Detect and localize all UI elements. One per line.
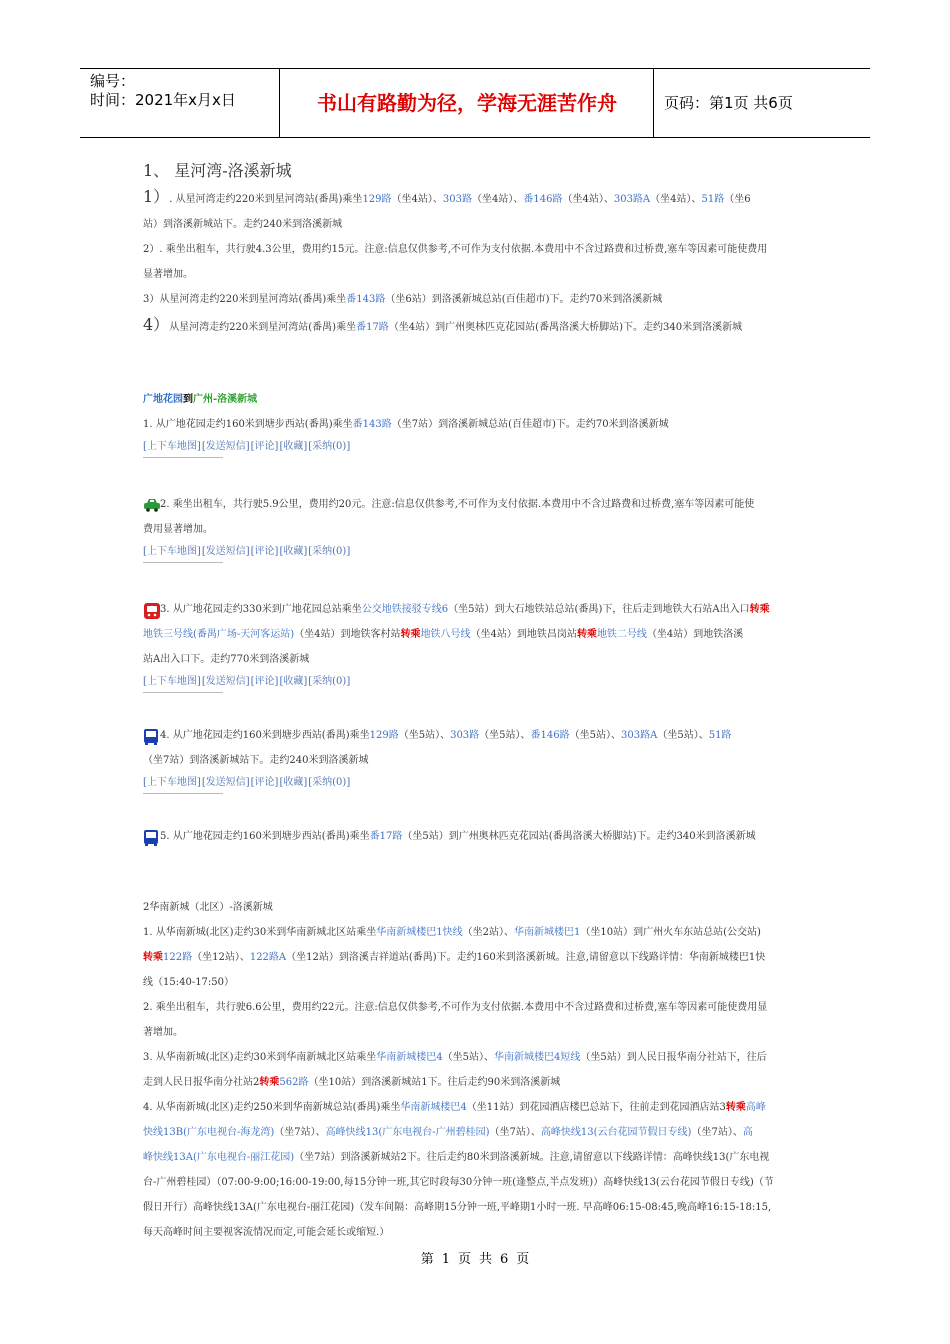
route-item [143, 945, 813, 970]
route-item [143, 920, 813, 945]
map-link[interactable]: [上下车地图] [143, 777, 201, 788]
route-text: （坐7站）、 [691, 1127, 743, 1138]
favorite-link[interactable]: [收藏] [279, 546, 308, 557]
map-link[interactable]: [上下车地图] [143, 546, 201, 557]
section-title: 2华南新城（北区）-洛溪新城 [143, 902, 273, 913]
bus-line-link[interactable]: 峰快线13A(广东电视台-丽江花园) [143, 1152, 295, 1163]
route-text: 线（15:40-17:50） [143, 977, 235, 988]
route-text: （坐4站）到地铁洛溪 [646, 629, 744, 640]
bus-icon [143, 829, 159, 845]
route-text: （坐5站）、 [569, 730, 622, 741]
route-text: 显著增加。 [143, 269, 193, 280]
document-body [143, 158, 813, 1245]
route-text: 每天高峰时间主要视客流情况而定,可能会延长或缩短.） [143, 1227, 390, 1238]
action-links [143, 773, 813, 793]
route-text: 3）从星河湾走约220米到星河湾站(番禺)乘坐 [143, 294, 347, 305]
adopt-link[interactable]: [采纳(0)] [308, 777, 351, 788]
transfer-label: 转乘 [749, 604, 770, 615]
route-text: （坐4站）到广州奥林匹克花园站(番禺洛溪大桥脚站)下。走约340米到洛溪新城 [388, 322, 743, 333]
bus-line-link[interactable]: 华南新城楼巴4 [376, 1052, 443, 1063]
route-text: 台-广州碧桂园）（07:00-9:00;16:00-19:00,每15分钟一班,其它时段每30分钟一班(逢整点,半点发班)）高峰快线13(云台花园节假日专线)（节 [143, 1177, 774, 1188]
footer-page-number: 1 [441, 1252, 450, 1267]
route-text: 从星河湾走约220米到星河湾站(番禺)乘坐 [169, 322, 357, 333]
route-text: （坐5站）、 [398, 730, 451, 741]
route-text: （坐7站）到洛溪新城站下。走约240米到洛溪新城 [143, 755, 369, 766]
route-text: （坐12站）到洛溪吉祥道站(番禺)下。走约160米到洛溪新城。注意,请留意以下线路详情：华南新城楼巴1快 [286, 952, 766, 963]
bus-line-link[interactable]: 129路 [369, 730, 399, 741]
route-item [143, 287, 813, 312]
route-text: 2. 乘坐出租车，共行驶5.9公里，费用约20元。注意:信息仅供参考,不可作为支付依据.本费用中不含过路费和过桥费,塞车等因素可能使 [160, 499, 755, 510]
route-text: （坐5站）、 [442, 1052, 494, 1063]
footer-text: 页 [516, 1252, 530, 1267]
route-item [143, 412, 813, 437]
adopt-link[interactable]: [采纳(0)] [308, 676, 351, 687]
taxi-icon [143, 497, 159, 513]
bus-line-link[interactable]: 高峰快线13(云台花园节假日专线) [540, 1127, 692, 1138]
route-item: 2. 乘坐出租车，共行驶6.6公里，费用约22元。注意:信息仅供参考,不可作为支付依据.本费用中不含过路费和过桥费,塞车等因素可能使费用显 [143, 1002, 768, 1013]
route-text: . 从星河湾走约220米到星河湾站(番禺)乘坐 [169, 194, 363, 205]
route-text: （坐5站）、 [657, 730, 709, 741]
route-item [143, 723, 813, 748]
bus-icon [143, 728, 159, 744]
map-link[interactable]: [上下车地图] [143, 441, 201, 452]
comment-link[interactable]: [评论] [250, 546, 279, 557]
action-links [143, 437, 813, 457]
route-item [143, 824, 813, 849]
route-text: （坐6站）到洛溪新城总站(百佳超市)下。走约70米到洛溪新城 [385, 294, 663, 305]
adopt-link[interactable]: [采纳(0)] [308, 546, 351, 557]
comment-link[interactable]: [评论] [250, 441, 279, 452]
route-text: （坐7站）到洛溪新城总站(百佳超市)下。走约70米到洛溪新城 [391, 419, 669, 430]
route-text: （坐4站）、 [472, 194, 524, 205]
action-links [143, 672, 813, 692]
route-text: （坐4站）、 [562, 194, 614, 205]
route-text: 4. 从华南新城(北区)走约250米到华南新城总站(番禺)乘坐 [143, 1102, 401, 1113]
transfer-label: 转乘 [576, 629, 597, 640]
route-text: 站）到洛溪新城站下。走约240米到洛溪新城 [143, 219, 343, 230]
route-text: （坐10站）到洛溪新城站1下。往后走约90米到洛溪新城 [308, 1077, 561, 1088]
action-links [143, 542, 813, 562]
item-number: 1） [143, 187, 170, 206]
route-text: （坐5站）、 [479, 730, 531, 741]
route-item [143, 492, 813, 517]
bus-line-link[interactable]: 303路 [450, 730, 480, 741]
route-text: 费用显著增加。 [143, 524, 213, 535]
bus-line-link[interactable]: 华南新城楼巴4短线 [494, 1052, 581, 1063]
route-text: 1. 从华南新城(北区)走约30米到华南新城北区站乘坐 [143, 927, 377, 938]
route-text: （坐4站）到地铁客村站 [294, 629, 401, 640]
bus-line-link[interactable]: 303路A [621, 730, 658, 741]
footer-text: 第 [420, 1252, 434, 1267]
route-text: （坐4站）、 [391, 194, 443, 205]
route-item [143, 622, 813, 647]
favorite-link[interactable]: [收藏] [279, 777, 308, 788]
route-text: 5. 从广地花园走约160米到塘步西站(番禺)乘坐 [160, 831, 370, 842]
route-text: （坐5站）到大石地铁站总站(番禺)下，往后走到地铁大石站A出入口 [448, 604, 750, 615]
bus-line-link[interactable]: 129路 [362, 194, 392, 205]
metro-line-link[interactable]: 地铁八号线 [420, 629, 471, 640]
favorite-link[interactable]: [收藏] [279, 441, 308, 452]
route-text: （坐4站）、 [650, 194, 702, 205]
sms-link[interactable]: [发送短信] [201, 441, 250, 452]
map-link[interactable]: [上下车地图] [143, 676, 201, 687]
metro-line-link[interactable]: 地铁三号线(番禺广场-天河客运站) [143, 629, 295, 640]
metro-line-link[interactable]: 地铁二号线 [596, 629, 647, 640]
route-text: （坐7站）到洛溪新城站2下。往后走约80米到洛溪新城。注意,请留意以下线路详情：高峰快线13(广东电视 [294, 1152, 770, 1163]
comment-link[interactable]: [评论] [250, 777, 279, 788]
route-text: （坐6 [724, 194, 751, 205]
route-item [143, 1120, 813, 1145]
bus-line-link[interactable]: 华南新城楼巴4 [400, 1102, 467, 1113]
comment-link[interactable]: [评论] [250, 676, 279, 687]
bus-line-link[interactable]: 华南新城楼巴1 [514, 927, 581, 938]
route-item [143, 1095, 813, 1120]
bus-line-link[interactable]: 番17路 [369, 831, 403, 842]
bus-line-link[interactable]: 51路 [701, 194, 725, 205]
sms-link[interactable]: [发送短信] [201, 777, 250, 788]
bus-line-link[interactable]: 公交地铁接驳专线6 [361, 604, 449, 615]
route-item [143, 1070, 813, 1095]
route-text: （坐5站）到人民日报华南分社站下，往后 [580, 1052, 767, 1063]
bus-line-link[interactable]: 122路A [249, 952, 287, 963]
bus-line-link[interactable]: 高峰 [745, 1102, 766, 1113]
route-text: 著增加。 [143, 1027, 183, 1038]
route-text: 4. 从广地花园走约160米到塘步西站(番禺)乘坐 [160, 730, 370, 741]
section-title: 1、 星河湾-洛溪新城 [143, 161, 292, 180]
transfer-label: 转乘 [725, 1102, 746, 1113]
header-number: 编号： [90, 72, 136, 90]
transfer-label: 转乘 [259, 1077, 280, 1088]
header-page-code: 页码：第1页 共6页 [664, 94, 793, 112]
bus-line-link[interactable]: 562路 [279, 1077, 309, 1088]
route-text: （坐12站）、 [192, 952, 250, 963]
sms-link[interactable]: [发送短信] [201, 546, 250, 557]
route-text: （坐11站）到花园酒店楼巴总站下，往前走到花园酒店站3 [466, 1102, 726, 1113]
metro-icon [143, 602, 159, 618]
footer-total-pages: 6 [500, 1252, 509, 1267]
route-text: （坐2站）、 [462, 927, 514, 938]
header-meta [80, 69, 280, 137]
page-header [80, 68, 870, 138]
route-item [143, 1045, 813, 1070]
route-text: 1. 从广地花园走约160米到塘步西站(番禺)乘坐 [143, 419, 353, 430]
route-item [143, 597, 813, 622]
route-text: （坐10站）到广州火车东站总站(公交站) [580, 927, 761, 938]
bus-line-link[interactable]: 番146路 [530, 730, 570, 741]
subtitle-connector: 到 [183, 394, 193, 405]
bus-line-link[interactable]: 番17路 [356, 322, 389, 333]
route-text: （坐4站）到地铁昌岗站 [470, 629, 577, 640]
bus-line-link[interactable]: 303路A [613, 194, 651, 205]
page-footer [0, 1248, 950, 1267]
item-number: 4） [143, 315, 170, 334]
route-text: （坐7站）、 [274, 1127, 326, 1138]
route-item [143, 184, 813, 212]
route-text: 3. 从华南新城(北区)走约30米到华南新城北区站乘坐 [143, 1052, 377, 1063]
route-text: 3. 从广地花园走约330米到广地花园总站乘坐 [160, 604, 362, 615]
bus-line-link[interactable]: 122路 [163, 952, 193, 963]
footer-text: 页 [457, 1252, 471, 1267]
route-item: 2）. 乘坐出租车，共行驶4.3公里，费用约15元。注意:信息仅供参考,不可作为支付依据.本费用中不含过路费和过桥费,塞车等因素可能使费用 [143, 244, 768, 255]
transfer-label: 转乘 [143, 952, 163, 963]
header-motto: 书山有路勤为径，学海无涯苦作舟 [281, 69, 654, 137]
route-text: 假日开行）高峰快线13A(广东电视台-丽江花园)（发车间隔：高峰期15分钟一班,平峰期1小时一班. 早高峰06:15-08:45,晚高峰16:15-18:15, [143, 1202, 772, 1213]
bus-line-link[interactable]: 番143路 [346, 294, 386, 305]
route-text: （坐7站）、 [489, 1127, 541, 1138]
bus-line-link[interactable]: 番146路 [523, 194, 563, 205]
bus-line-link[interactable]: 华南新城楼巴1快线 [376, 927, 463, 938]
route-text: （坐5站）到广州奥林匹克花园站(番禺洛溪大桥脚站)下。走约340米到洛溪新城 [402, 831, 756, 842]
favorite-link[interactable]: [收藏] [279, 676, 308, 687]
route-subtitle [143, 387, 813, 412]
bus-line-link[interactable]: 303路 [442, 194, 472, 205]
route-text: 站A出入口下。走约770米到洛溪新城 [143, 654, 310, 665]
bus-line-link[interactable]: 快线13B(广东电视台-海龙湾) [143, 1127, 275, 1138]
bus-line-link[interactable]: 高峰快线13(广东电视台-广州碧桂园) [325, 1127, 490, 1138]
footer-text: 共 [479, 1252, 493, 1267]
destination-link[interactable]: 广州-洛溪新城 [193, 394, 258, 405]
bus-line-link[interactable]: 高 [742, 1127, 753, 1138]
transfer-label: 转乘 [400, 629, 421, 640]
origin-link[interactable]: 广地花园 [143, 394, 183, 405]
sms-link[interactable]: [发送短信] [201, 676, 250, 687]
adopt-link[interactable]: [采纳(0)] [308, 441, 351, 452]
bus-line-link[interactable]: 51路 [708, 730, 732, 741]
route-item [143, 312, 813, 340]
route-text: 走到人民日报华南分社站2 [143, 1077, 260, 1088]
route-item [143, 1145, 813, 1170]
bus-line-link[interactable]: 番143路 [352, 419, 392, 430]
header-date: 时间：2021年x月x日 [90, 91, 236, 109]
